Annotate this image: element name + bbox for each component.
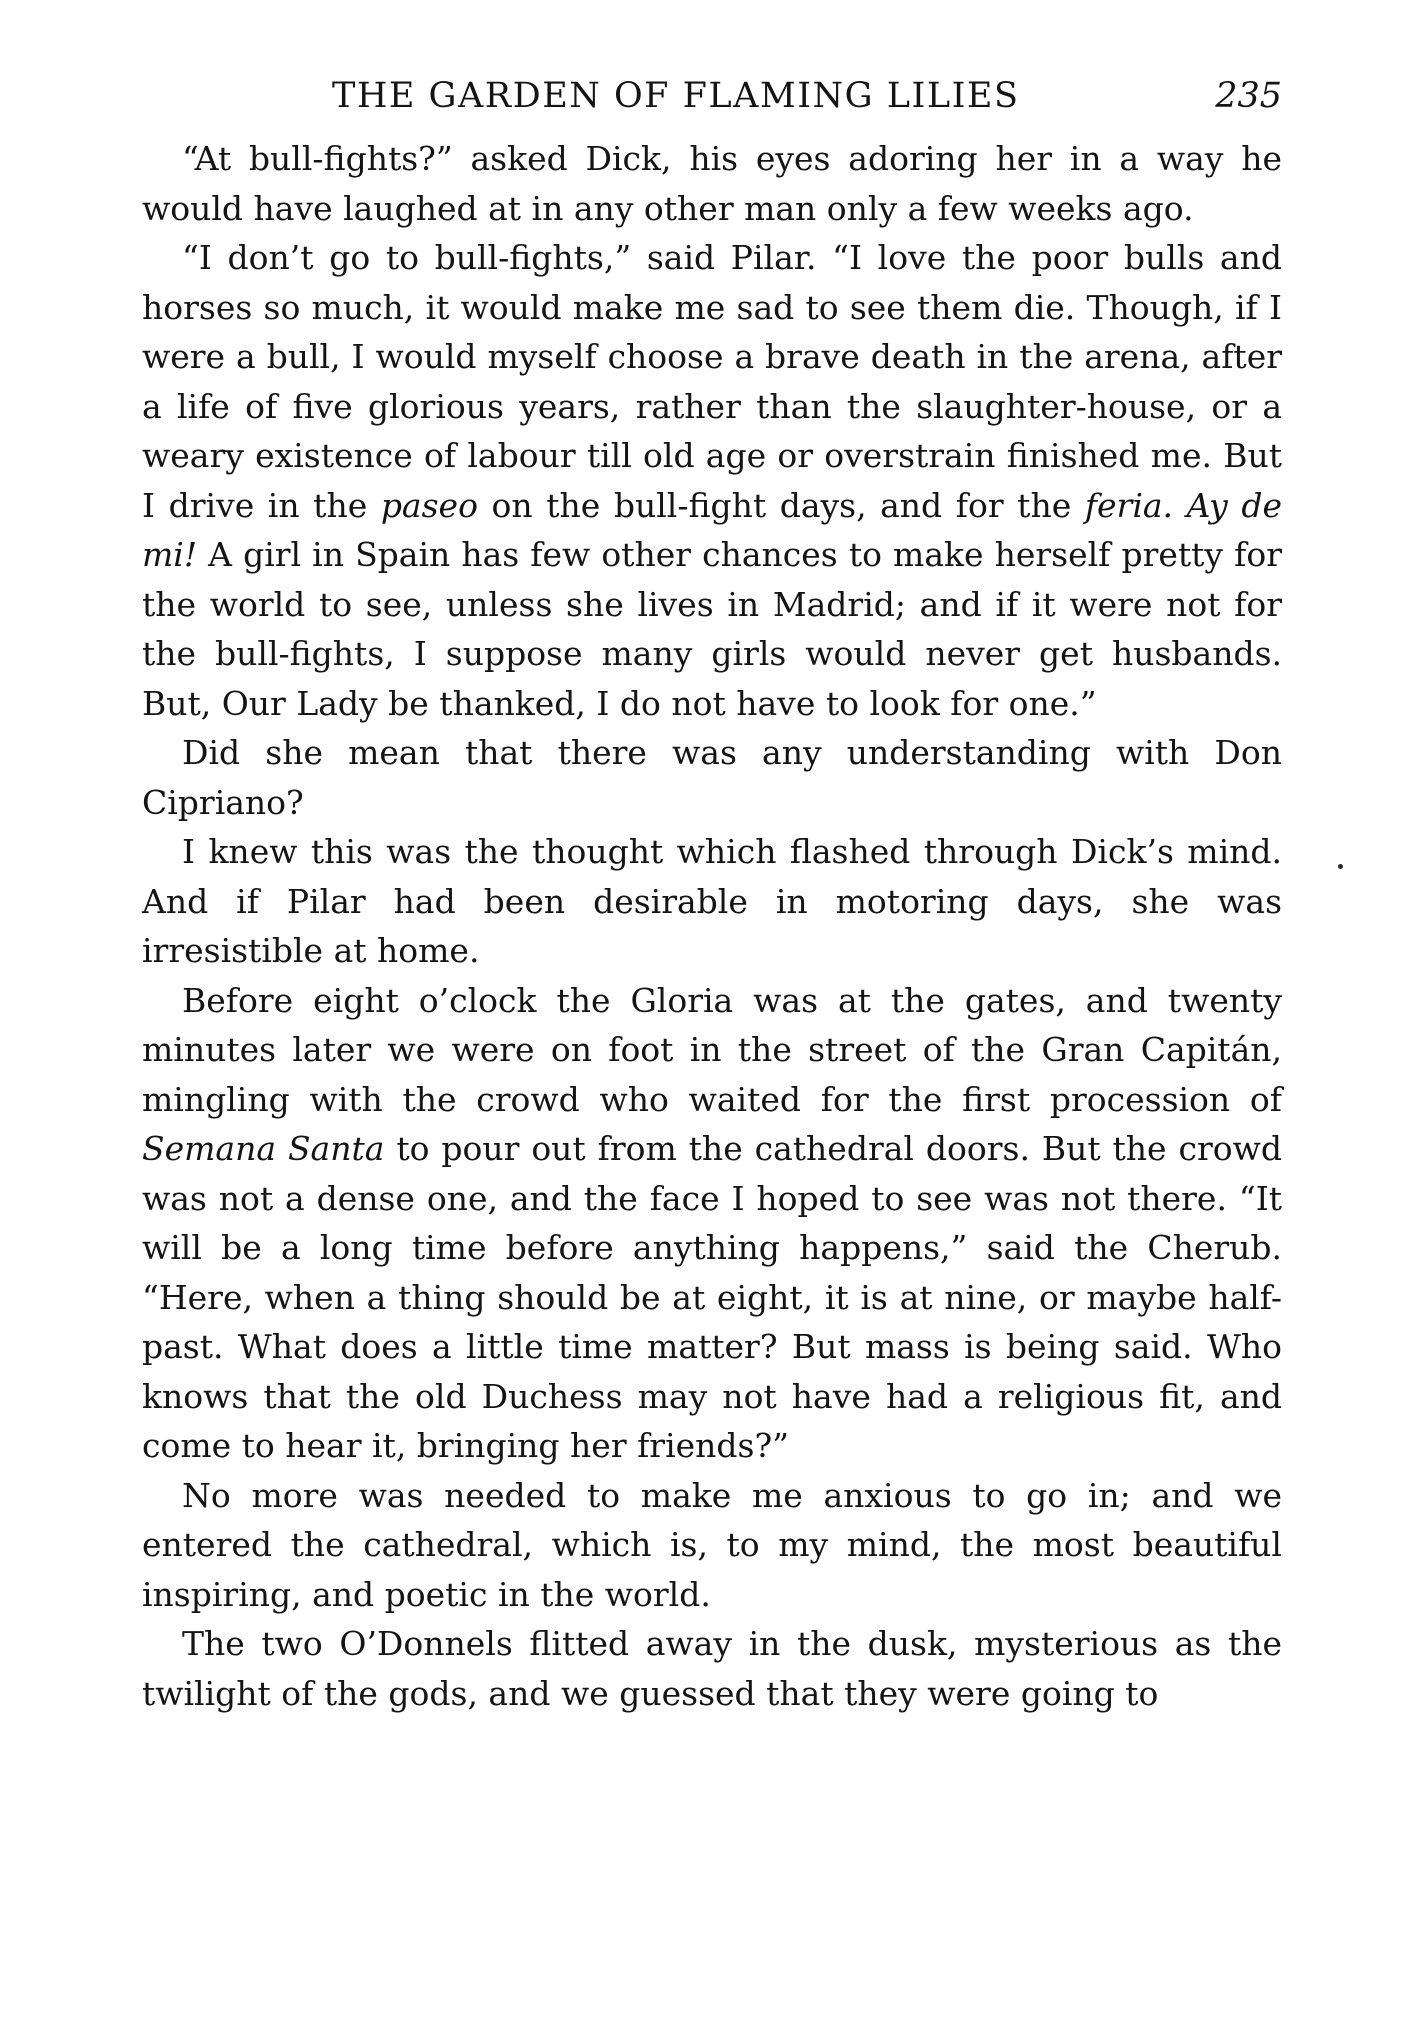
- paragraph: [142, 976, 1282, 1471]
- text-run: The two O’Donnels flitted away in the dusk, mysterious as the twilight of the gods, and we guessed that they were going to: [142, 1624, 1282, 1713]
- paragraph: [142, 1471, 1282, 1620]
- running-header: [142, 70, 1282, 126]
- paragraph: [142, 827, 1282, 976]
- text-run: “At bull-fights?” asked Dick, his eyes adoring her in a way he would have laughed at in any other man only a few weeks ago.: [142, 139, 1282, 228]
- italic-run: Semana Santa: [142, 1129, 385, 1168]
- running-title: THE GARDEN OF FLAMING LILIES: [332, 76, 1020, 116]
- margin-speck: [1338, 864, 1343, 869]
- text-run: on the bull-fight days, and for the: [477, 485, 1085, 525]
- text-run: “I don’t go to bull-fights,” said Pilar. “I love the poor bulls and horses so much, it would make me sad to see them die. Though, if I were a bull, I would myself choose a brave death in the arena, after a life of five glorious years, rather than the slaughter-house, or a weary existence of labour till old age or overstrain finished me. But I drive in the: [142, 238, 1282, 525]
- paragraph: [142, 233, 1282, 728]
- paragraph: [142, 728, 1282, 827]
- text-run: Before eight o’clock the Gloria was at the gates, and twenty minutes later we were on foot in the street of the Gran Capitán, mingling with the crowd who waited for the first procession of: [142, 980, 1282, 1119]
- text-run: I knew this was the thought which flashed through Dick’s mind. And if Pilar had been desirable in motoring days, she was irresistible at home.: [142, 832, 1282, 970]
- paragraph: [142, 1619, 1282, 1718]
- body-text: [142, 134, 1282, 1718]
- text-run: No more was needed to make me anxious to go in; and we entered the cathedral, which is, to my mind, the most beautiful inspiring, and poetic in the world.: [142, 1475, 1282, 1614]
- text-run: A girl in Spain has few other chances to make herself pretty for the world to see, unless she lives in Madrid; and if it were not for the bull-fights, I suppose many girls would never get husbands. But, Our Lady be thanked, I do not have to look for one.”: [142, 535, 1282, 723]
- italic-run: feria. Ay de mi!: [142, 485, 1282, 574]
- italic-run: paseo: [380, 485, 478, 525]
- text-run: to pour out from the cathedral doors. But the crowd was not a dense one, and the face I hoped to see was not there. “It will be a long time before anything happens,” said the Cherub. “Here, when a thing should be at eight, it is at nine, or maybe half-past. What does a little time matter? But mass is being said. Who knows that the old Duchess may not have had a religious fit, and come to hear it, bringing her friends?”: [142, 1129, 1282, 1465]
- text-run: Did she mean that there was any understanding with Don Cipriano?: [142, 733, 1282, 822]
- book-page: [142, 70, 1282, 1718]
- paragraph: [142, 134, 1282, 233]
- page-number: 235: [1215, 76, 1282, 116]
